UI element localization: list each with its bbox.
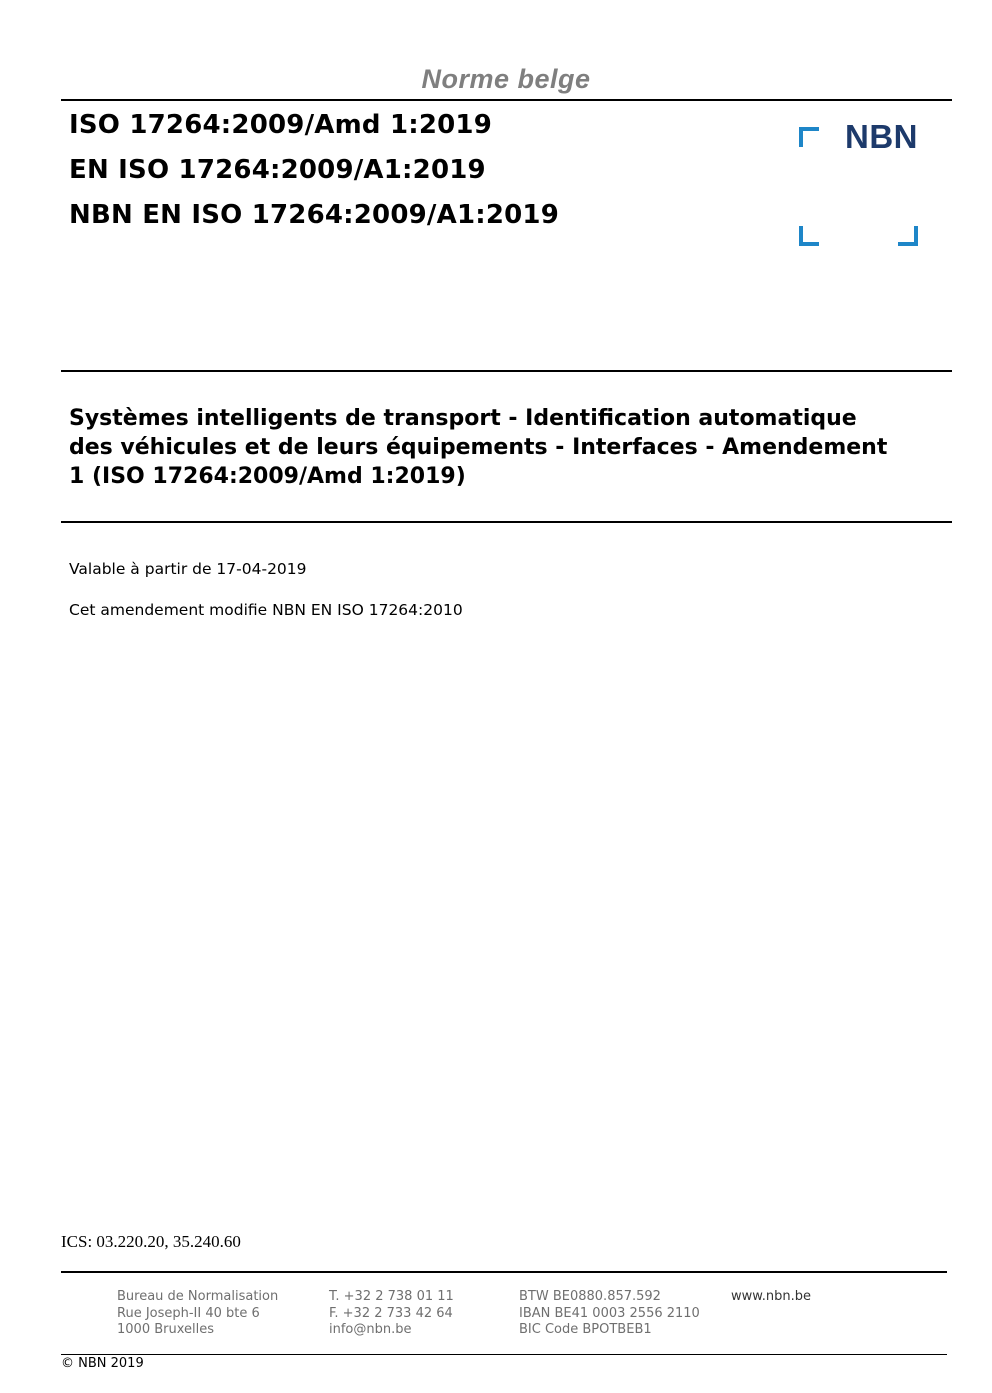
valid-from-text: Valable à partir de 17-04-2019 bbox=[69, 560, 307, 578]
nbn-en-iso-reference: NBN EN ISO 17264:2009/A1:2019 bbox=[69, 200, 559, 230]
footer-bottom-rule bbox=[61, 1354, 947, 1355]
norme-belge-heading: Norme belge bbox=[421, 64, 591, 94]
bic-code: BIC Code BPOTBEB1 bbox=[519, 1322, 652, 1337]
logo-bracket-top-left bbox=[799, 127, 819, 147]
title-line-1: Systèmes intelligents de transport - Identification automatique bbox=[69, 406, 857, 431]
footer-bank bbox=[519, 1289, 700, 1339]
address-line: 1000 Bruxelles bbox=[117, 1322, 215, 1337]
copyright: © NBN 2019 bbox=[61, 1356, 144, 1371]
iso-reference: ISO 17264:2009/Amd 1:2019 bbox=[69, 110, 492, 140]
top-rule bbox=[61, 99, 952, 101]
ics-codes: ICS: 03.220.20, 35.240.60 bbox=[61, 1232, 241, 1251]
nbn-logo-text: NBN bbox=[845, 118, 918, 155]
title-line-3: 1 (ISO 17264:2009/Amd 1:2019) bbox=[69, 464, 466, 489]
phone-number: T. +32 2 738 01 11 bbox=[329, 1289, 454, 1304]
title-top-rule bbox=[61, 370, 952, 372]
document-title bbox=[69, 404, 949, 491]
title-line-2: des véhicules et de leurs équipements - Interfaces - Amendement bbox=[69, 435, 888, 460]
iban: IBAN BE41 0003 2556 2110 bbox=[519, 1305, 700, 1321]
modifies-text: Cet amendement modifie NBN EN ISO 17264:2010 bbox=[69, 601, 463, 619]
title-bottom-rule bbox=[61, 521, 952, 523]
footer-address bbox=[117, 1289, 278, 1339]
address-line: Rue Joseph-II 40 bte 6 bbox=[117, 1305, 260, 1321]
address-line: Bureau de Normalisation bbox=[117, 1289, 279, 1304]
footer-top-rule bbox=[61, 1271, 947, 1273]
website-link[interactable]: www.nbn.be bbox=[731, 1289, 811, 1304]
en-iso-reference: EN ISO 17264:2009/A1:2019 bbox=[69, 155, 486, 185]
logo-bracket-bottom-left bbox=[799, 226, 819, 246]
vat-number: BTW BE0880.857.592 bbox=[519, 1289, 661, 1304]
logo-bracket-bottom-right bbox=[898, 226, 918, 246]
footer-contact bbox=[329, 1289, 454, 1339]
footer-website bbox=[731, 1289, 811, 1306]
fax-number: F. +32 2 733 42 64 bbox=[329, 1305, 453, 1321]
email-link[interactable]: info@nbn.be bbox=[329, 1322, 412, 1337]
